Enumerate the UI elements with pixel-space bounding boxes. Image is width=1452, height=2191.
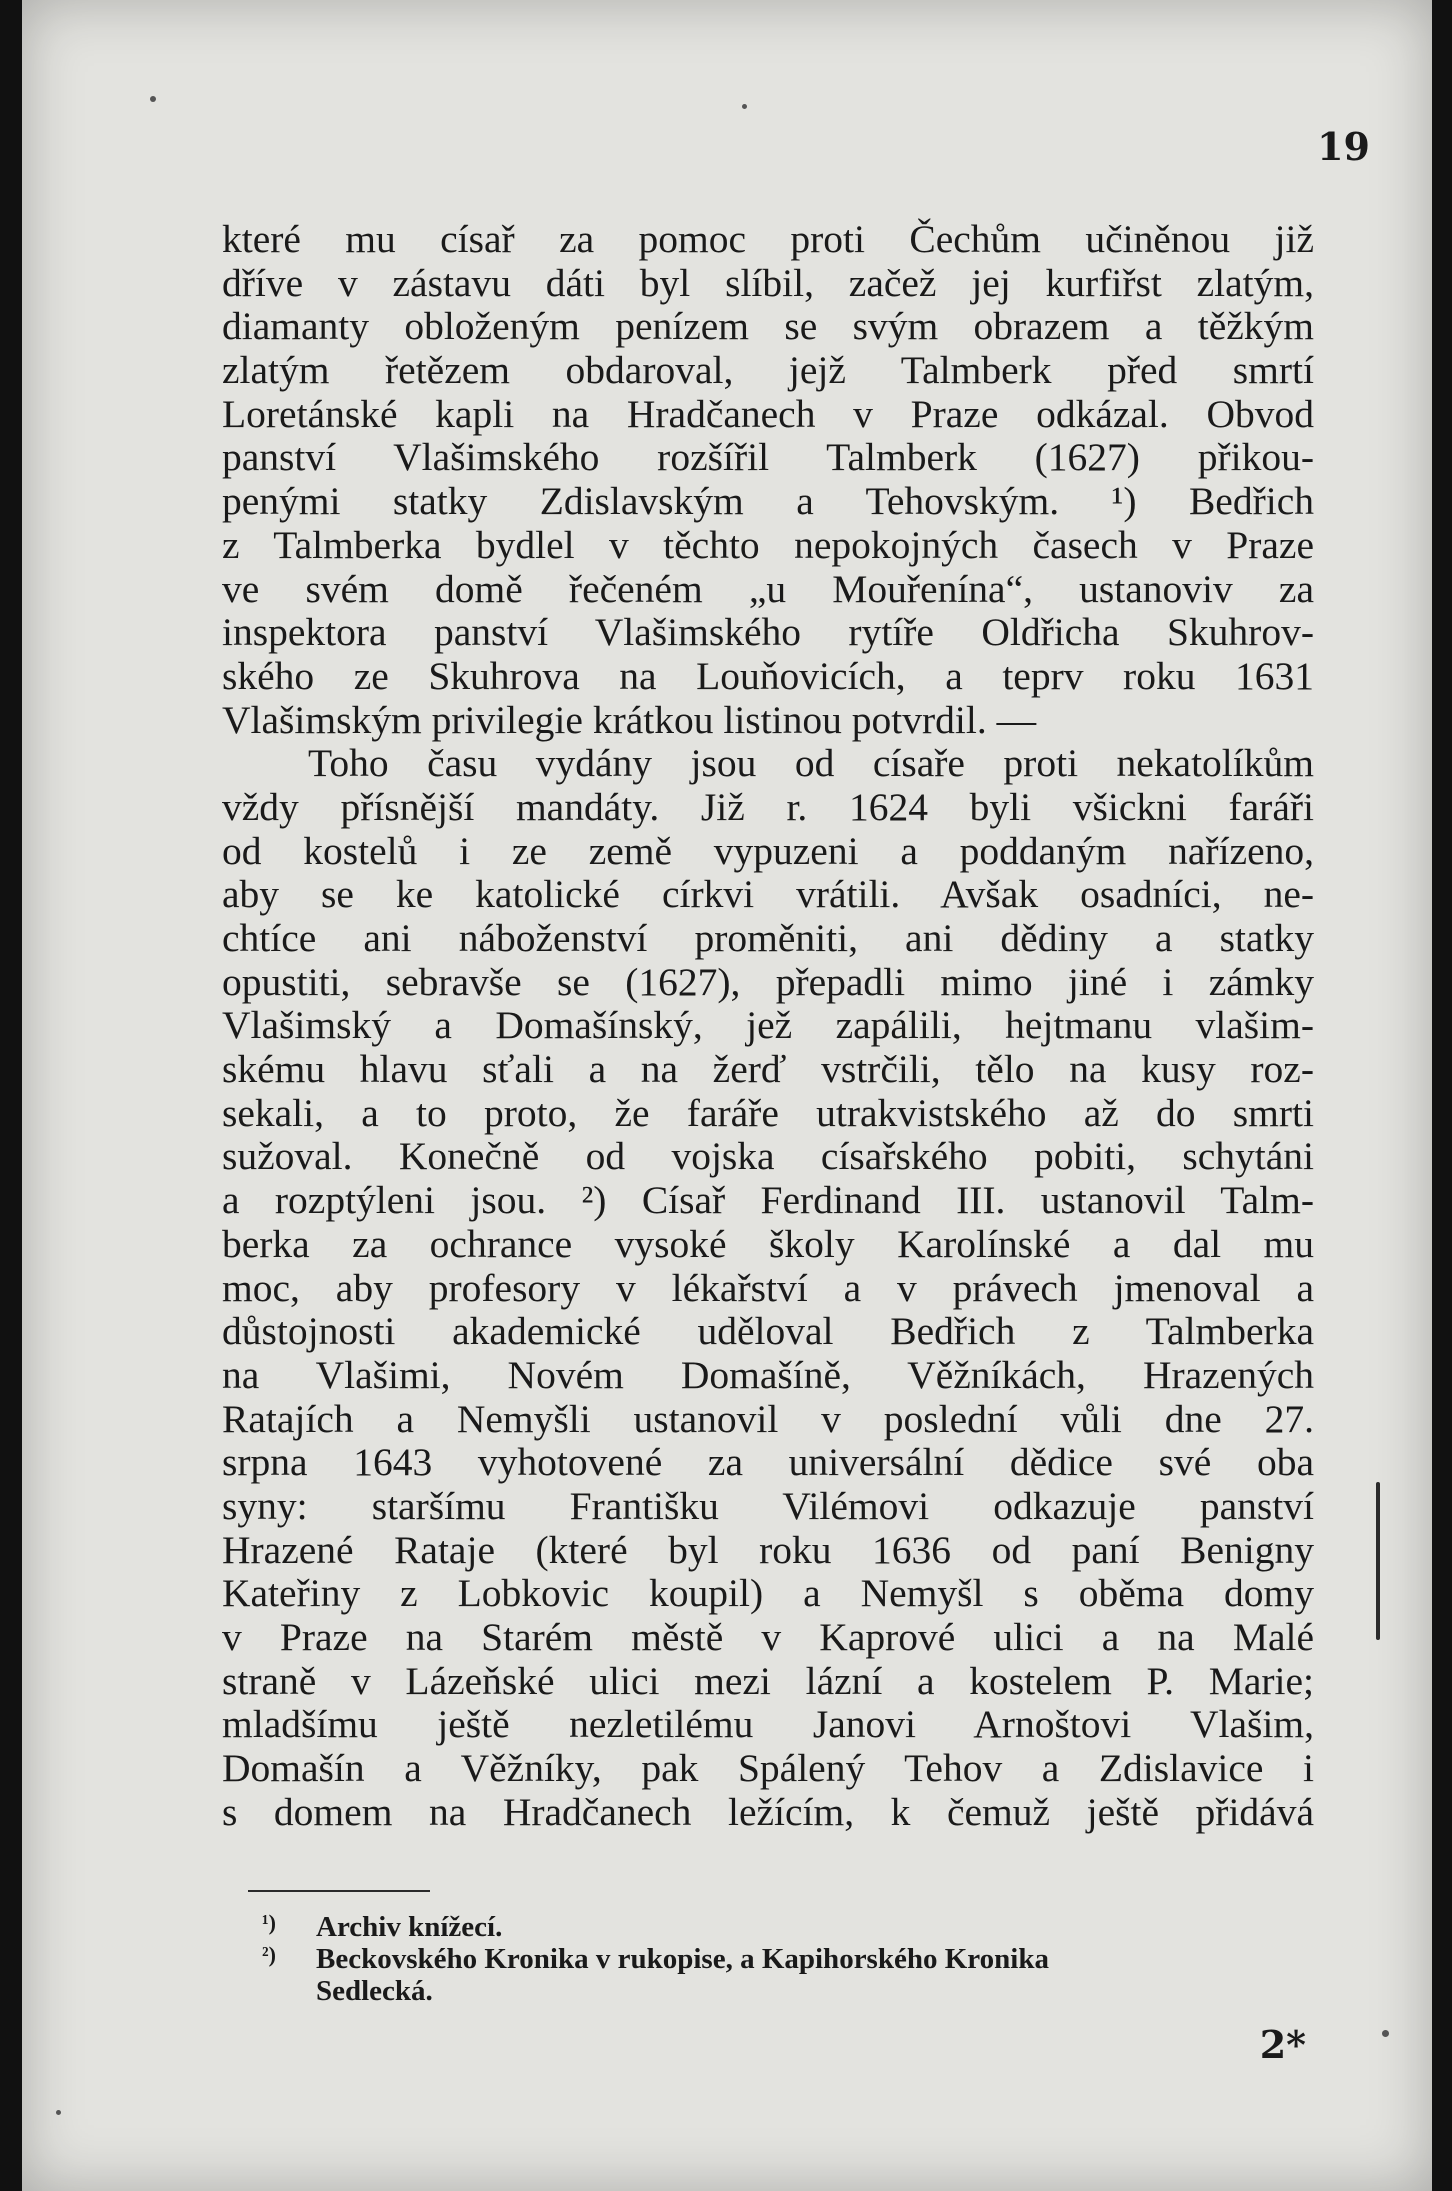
footnote-text: Beckovského Kronika v rukopise, a Kapihorského Kronika [316, 1943, 1049, 1975]
text-line: Vlašimským privilegie krátkou listinou potvrdil. — [222, 697, 1037, 742]
footnote-2 [262, 1944, 1322, 1976]
text-line: aby se ke katolické církvi vrátili. Avšak osadníci, ne- [222, 872, 1314, 917]
text-line: z Talmberka bydlel v těchto nepokojných časech v Praze [222, 522, 1314, 567]
paper-speck [1382, 2030, 1389, 2037]
printer-signature-mark: 2* [1259, 2022, 1306, 2067]
text-line: inspektora panství Vlašimského rytíře Oldřicha Skuhrov- [222, 610, 1314, 655]
text-line: s domem na Hradčanech ležícím, k čemuž ještě přidává [222, 1789, 1314, 1834]
text-line: chtíce ani náboženství proměniti, ani dědiny a statky [222, 916, 1314, 960]
text-line: srpna 1643 vyhotovené za universální dědice své oba [222, 1440, 1314, 1485]
text-line: které mu císař za pomoc proti Čechům učiněnou již [222, 217, 1314, 261]
paper-speck [56, 2110, 61, 2115]
text-line: dříve v zástavu dáti byl slíbil, začež jej kurfiřst zlatým, [222, 260, 1314, 305]
text-line: syny: staršímu Františku Vilémovi odkazuje panství [222, 1483, 1314, 1528]
text-line: Ratajích a Nemyšli ustanovil v poslední vůli dne 27. [222, 1396, 1314, 1441]
text-line: důstojnosti akademické uděloval Bedřich z Talmberka [222, 1309, 1314, 1354]
paper-speck [150, 96, 156, 102]
text-line: v Praze na Starém městě v Kaprové ulici a na Malé [222, 1615, 1314, 1659]
book-page [22, 0, 1432, 2191]
text-line: ského ze Skuhrova na Louňovicích, a teprv roku 1631 [222, 653, 1314, 698]
text-line: mladšímu ještě nezletilému Janovi Arnoštovi Vlašim, [222, 1702, 1314, 1747]
footnote-text: Sedlecká. [316, 1975, 433, 2007]
paper-speck [742, 104, 747, 109]
footnote-2-continuation [262, 1976, 1322, 2007]
page-number: 19 [1317, 124, 1370, 169]
text-line: berka za ochrance vysoké školy Karolínské a dal mu [222, 1221, 1314, 1266]
footnote-marker: ²) [262, 1942, 276, 1967]
text-line: moc, aby profesory v lékařství a v právech jmenoval a [222, 1265, 1314, 1310]
footnote-1 [262, 1912, 1322, 1944]
text-line: sekali, a to proto, že faráře utrakvistského až do smrti [222, 1090, 1314, 1135]
footnote-marker: ¹) [262, 1910, 276, 1935]
margin-pencil-mark [1376, 1482, 1380, 1640]
text-line: opustiti, sebravše se (1627), přepadli mimo jiné i zámky [222, 959, 1314, 1004]
text-line: Hrazené Rataje (které byl roku 1636 od paní Benigny [222, 1527, 1314, 1572]
text-line: straně v Lázeňské ulici mezi lázní a kostelem P. Marie; [222, 1658, 1314, 1703]
text-line: Kateřiny z Lobkovic koupil) a Nemyšl s oběma domy [222, 1571, 1314, 1616]
text-line: ve svém domě řečeném „u Mouřenína“, ustanoviv za [222, 566, 1314, 611]
text-line: diamanty obloženým penízem se svým obrazem a těžkým [222, 304, 1314, 349]
footnote-text: Archiv knížecí. [316, 1911, 503, 1943]
text-line: penými statky Zdislavským a Tehovským. ¹) Bedřich [222, 479, 1314, 524]
text-line: zlatým řetězem obdaroval, jejž Talmberk před smrtí [222, 348, 1314, 393]
text-line: Loretánské kapli na Hradčanech v Praze odkázal. Obvod [222, 391, 1314, 436]
text-line: Vlašimský a Domašínský, jež zapálili, hejtmanu vlašim- [222, 1003, 1314, 1048]
text-line: Domašín a Věžníky, pak Spálený Tehov a Zdislavice i [222, 1746, 1314, 1791]
footnotes [262, 1912, 1322, 2007]
text-line: a rozptýleni jsou. ²) Císař Ferdinand III. ustanovil Talm- [222, 1178, 1314, 1223]
body-text [222, 218, 1314, 1834]
text-line: sužoval. Konečně od vojska císařského pobiti, schytáni [222, 1134, 1314, 1179]
text-line: vždy přísnější mandáty. Již r. 1624 byli všickni faráři [222, 784, 1314, 829]
text-line: skému hlavu sťali a na žerď vstrčili, tělo na kusy roz- [222, 1047, 1314, 1092]
text-line: od kostelů i ze země vypuzeni a poddaným nařízeno, [222, 828, 1314, 873]
text-line: panství Vlašimského rozšířil Talmberk (1627) přikou- [222, 435, 1314, 480]
text-line: Toho času vydány jsou od císaře proti nekatolíkům [308, 741, 1314, 786]
text-line: na Vlašimi, Novém Domašíně, Věžníkách, Hrazených [222, 1352, 1314, 1397]
footnote-divider [248, 1890, 430, 1892]
